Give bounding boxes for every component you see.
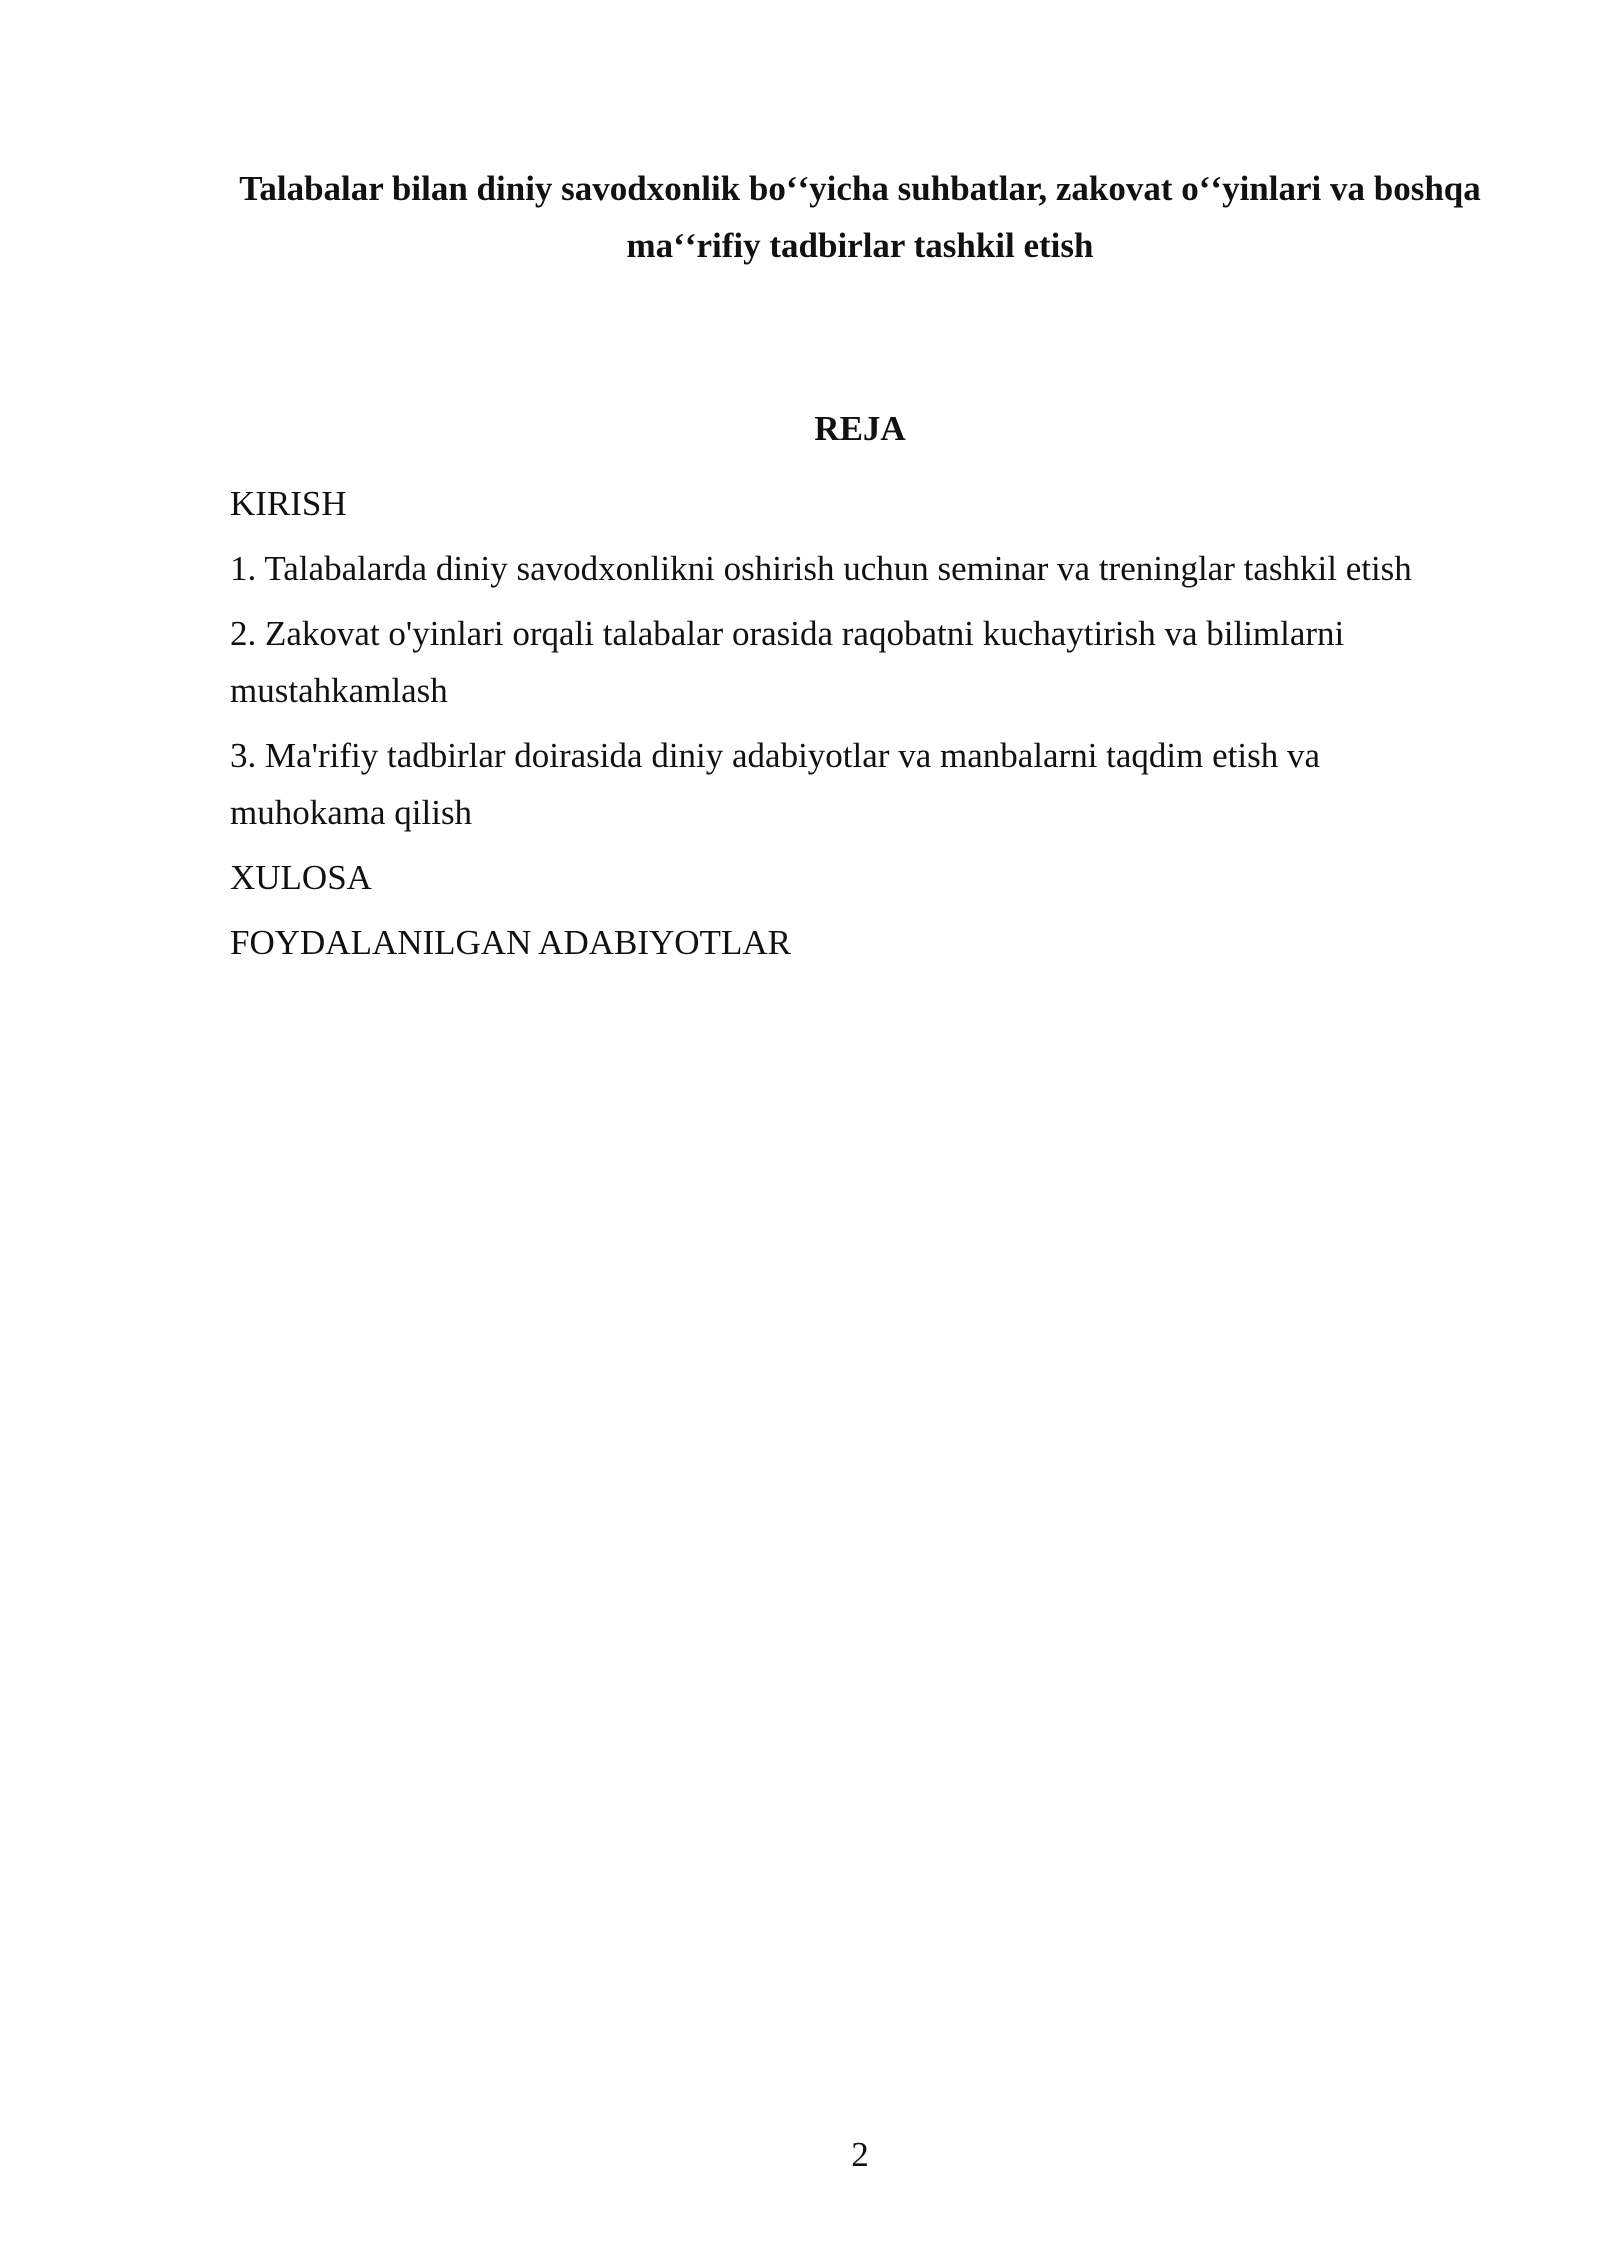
plan-item-conclusion: XULOSA <box>230 858 372 897</box>
page-number: 2 <box>851 2135 869 2174</box>
plan-item-introduction: KIRISH <box>230 484 347 523</box>
plan-list <box>230 475 1470 979</box>
plan-item-references: FOYDALANILGAN ADABIYOTLAR <box>230 923 791 962</box>
plan-heading: REJA <box>814 409 906 448</box>
plan-item-3: 3. Ma'rifiy tadbirlar doirasida diniy adabiyotlar va manbalarni taqdim etish va muhokama qilish <box>230 736 1321 832</box>
document-title: Talabalar bilan diniy savodxonlik boʻʻyicha suhbatlar, zakovat oʻʻyinlari va boshqa maʻʻrifiy tadbirlar tashkil etish <box>239 169 1481 265</box>
plan-item-1: 1. Talabalarda diniy savodxonlikni oshirish uchun seminar va treninglar tashkil etish <box>230 549 1412 588</box>
plan-item-2: 2. Zakovat o'yinlari orqali talabalar orasida raqobatni kuchaytirish va bilimlarni mustahkamlash <box>230 614 1345 710</box>
